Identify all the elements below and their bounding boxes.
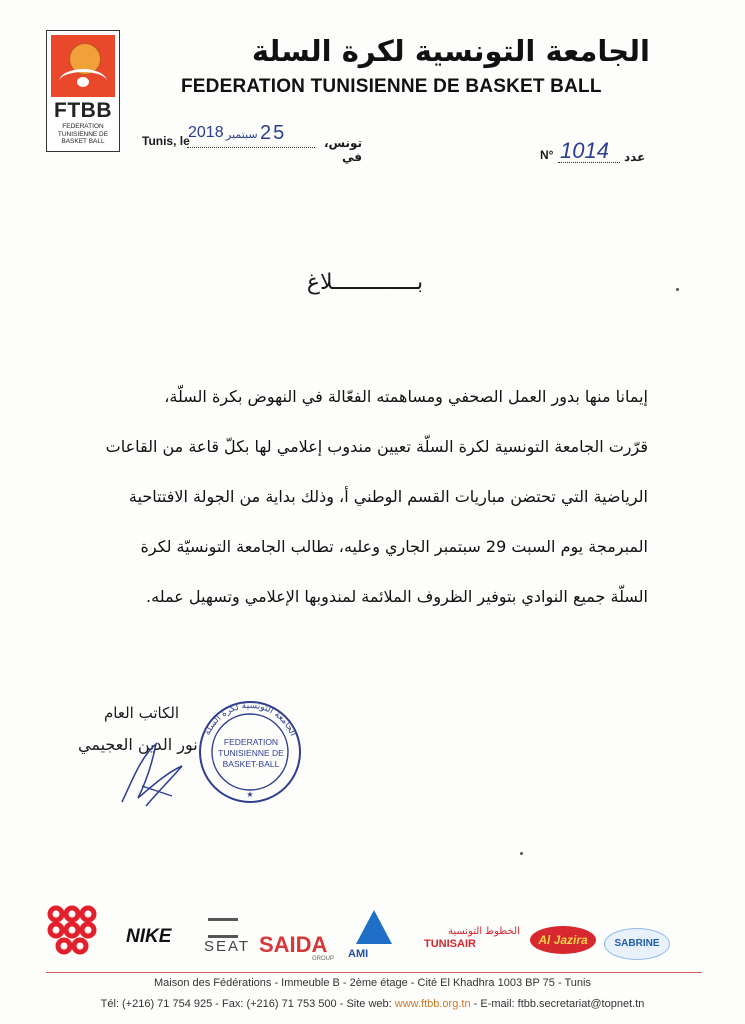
body-line: إيمانا منها بدور العمل الصحفي ومساهمته الفعّالة في النهوض بكرة السلّة، bbox=[164, 387, 648, 406]
logo-subtitle-line: BASKET BALL bbox=[61, 138, 105, 145]
al-jazira-logo: Al Jazira bbox=[530, 926, 596, 954]
date-label-arabic: تونس، في bbox=[323, 136, 362, 164]
tunisair-logo: TUNISAIR bbox=[424, 938, 476, 950]
date-day: 25 bbox=[260, 122, 287, 144]
body-line: الرياضية التي تحتضن مباريات القسم الوطني أ، وذلك بداية من الجولة الافتتاحية bbox=[128, 487, 648, 506]
sabrine-logo: SABRINE bbox=[604, 928, 670, 960]
ami-logo: AMI bbox=[348, 948, 369, 960]
federation-name-arabic: الجامعة التونسية لكرة السلة bbox=[251, 34, 650, 68]
scan-speck bbox=[676, 288, 679, 291]
logo-subtitle bbox=[49, 123, 117, 146]
website-link[interactable]: www.ftbb.org.tn bbox=[394, 998, 471, 1010]
signatory-name: نور الدين العجيمي bbox=[78, 735, 198, 754]
date-year: 2018 bbox=[188, 124, 224, 141]
logo-subtitle-line: FEDERATION bbox=[62, 123, 104, 130]
announcement-body bbox=[88, 372, 648, 622]
svg-text:★: ★ bbox=[246, 790, 254, 799]
stamp-text-line: FEDERATION bbox=[223, 737, 279, 747]
body-line: المبرمجة يوم السبت 29 سبتمبر الجاري وعليه، تطالب الجامعة التونسيّة لكرة bbox=[140, 537, 648, 556]
seat-emblem bbox=[208, 918, 238, 938]
body-line: السلّة جميع النوادي بتوفير الظروف الملائمة لمندوبها الإعلامي وتسهيل عمله. bbox=[146, 587, 648, 606]
ami-emblem bbox=[356, 910, 392, 944]
number-label-arabic: عدد bbox=[624, 150, 646, 164]
date-label-french: Tunis, le bbox=[142, 134, 190, 148]
contact-phone-fax: Tél: (+216) 71 754 925 - Fax: (+216) 71 753 500 - Site web: bbox=[100, 998, 395, 1010]
number-label-french: N° bbox=[540, 148, 554, 162]
date-month: سبتمبر bbox=[226, 128, 258, 141]
stamp-text-line: TUNISIENNE DE bbox=[218, 748, 284, 758]
logo-abbreviation: FTBB bbox=[54, 99, 112, 122]
ooredoo-logo bbox=[46, 904, 106, 956]
flag-icon bbox=[77, 77, 89, 87]
saida-logo: SAIDA bbox=[259, 932, 328, 957]
federation-name-french: FEDERATION TUNISIENNE DE BASKET BALL bbox=[181, 76, 602, 97]
number-dotted-line bbox=[558, 162, 620, 163]
stamp-ring-text: الجامعة التونسية لكرة السلة bbox=[202, 700, 298, 738]
stamp-text-line: BASKET-BALL bbox=[222, 759, 280, 769]
tunisair-logo-arabic: الخطوط التونسية bbox=[448, 926, 520, 937]
reference-number: 1014 bbox=[560, 138, 609, 163]
footer-contact bbox=[0, 998, 745, 1010]
logo-subtitle-line: TUNISIENNE DE bbox=[57, 130, 109, 138]
logo-emblem bbox=[51, 35, 115, 97]
saida-group-label: GROUP bbox=[312, 956, 335, 962]
body-line: قرّرت الجامعة التونسية لكرة السلّة تعيين مندوب إعلامي لها بكلّ قاعة من القاعات bbox=[105, 437, 648, 456]
stamp-center-text bbox=[218, 737, 284, 770]
scan-speck bbox=[520, 852, 523, 855]
document-title: بـــــــــــــلاغ bbox=[306, 270, 424, 295]
reference-number-line bbox=[540, 138, 660, 168]
signatory-title: الكاتب العام bbox=[104, 704, 180, 722]
ftbb-logo bbox=[46, 30, 120, 152]
handwritten-signature bbox=[112, 736, 202, 812]
seat-logo: SEAT bbox=[204, 938, 251, 955]
footer-divider bbox=[46, 972, 702, 973]
date-dotted-line bbox=[187, 147, 315, 148]
date-line bbox=[142, 122, 362, 164]
sponsor-logos bbox=[46, 904, 686, 964]
nike-logo: NIKE bbox=[126, 926, 172, 947]
contact-email: - E-mail: ftbb.secretariat@topnet.tn bbox=[470, 998, 645, 1010]
footer-address: Maison des Fédérations - Immeuble B - 2ème étage - Cité El Khadhra 1003 BP 75 - Tunis bbox=[154, 977, 591, 989]
